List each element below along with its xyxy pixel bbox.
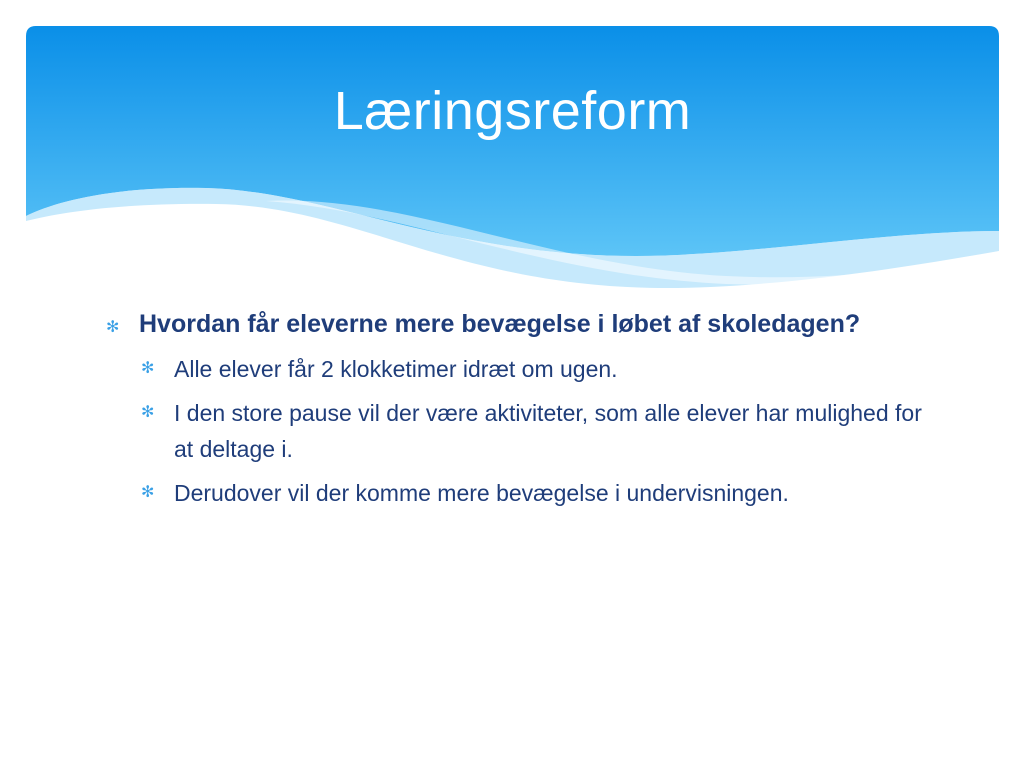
bullet-list	[106, 306, 926, 519]
asterisk-bullet-icon: ✻	[106, 319, 120, 336]
header-banner	[26, 26, 999, 296]
wave-decoration	[26, 26, 999, 296]
list-item	[141, 475, 926, 511]
slide-title: Læringsreform	[333, 81, 692, 141]
asterisk-bullet-icon: ✻	[141, 404, 155, 421]
list-item	[141, 351, 926, 387]
bullet-text: Hvordan får eleverne mere bevægelse i løbet af skoledagen?	[139, 310, 861, 338]
asterisk-bullet-icon: ✻	[141, 484, 155, 501]
asterisk-bullet-icon: ✻	[141, 360, 155, 377]
bullet-text: Derudover vil der komme mere bevægelse i undervisningen.	[174, 480, 789, 506]
bullet-text: Alle elever får 2 klokketimer idræt om ugen.	[174, 356, 618, 382]
list-item	[141, 395, 926, 467]
bullet-text: I den store pause vil der være aktiviteter, som alle elever har mulighed for at deltage i.	[174, 400, 922, 462]
list-item	[106, 306, 926, 343]
